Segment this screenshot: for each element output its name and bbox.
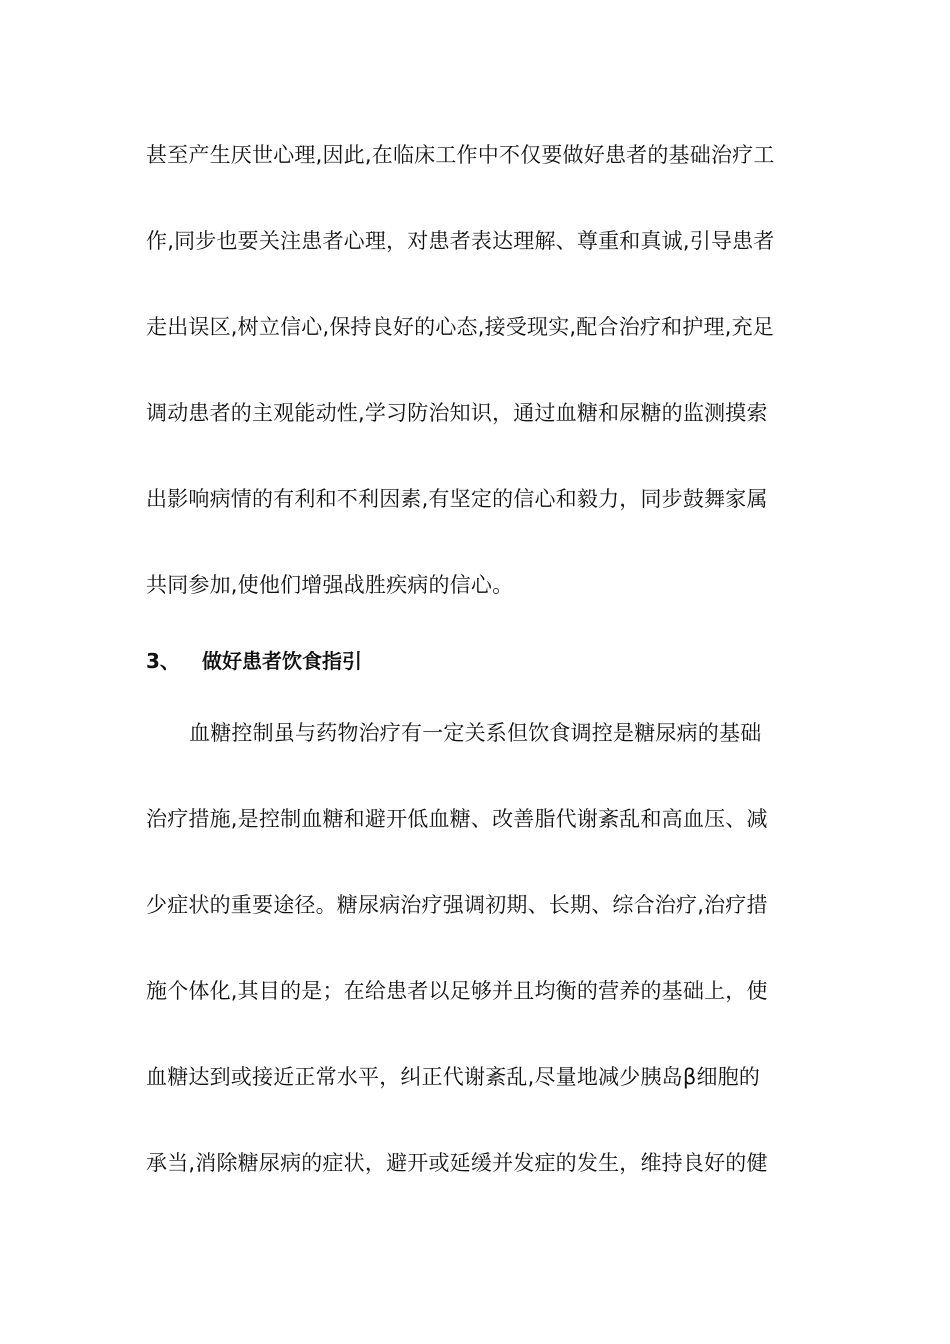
section-heading: [146, 646, 362, 676]
paragraph-line: 承当,消除糖尿病的症状，避开或延缓并发症的发生，维持良好的健: [146, 1151, 768, 1175]
paragraph-line: 作,同步也要关注患者心理，对患者表达理解、尊重和真诚,引导患者: [146, 229, 775, 253]
paragraph-line: 走出误区,树立信心,保持良好的心态,接受现实,配合治疗和护理,充足: [146, 315, 774, 339]
paragraph-line: 施个体化,其目的是；在给患者以足够并且均衡的营养的基础上，使: [146, 979, 768, 1003]
paragraph-line: 血糖控制虽与药物治疗有一定关系但饮食调控是糖尿病的基础: [189, 721, 762, 745]
paragraph-line: 出影响病情的有利和不利因素,有坚定的信心和毅力，同步鼓舞家属: [146, 487, 768, 511]
section-title: 做好患者饮食指引: [202, 649, 362, 673]
paragraph-line: 甚至产生厌世心理,因此,在临床工作中不仅要做好患者的基础治疗工: [146, 143, 775, 167]
paragraph-line: 共同参加,使他们增强战胜疾病的信心。: [146, 573, 514, 597]
paragraph-line: 治疗措施,是控制血糖和避开低血糖、改善脂代谢紊乱和高血压、减: [146, 807, 768, 831]
paragraph-line: 少症状的重要途径。糖尿病治疗强调初期、长期、综合治疗,治疗措: [146, 893, 768, 917]
paragraph-line: 调动患者的主观能动性,学习防治知识，通过血糖和尿糖的监测摸索: [146, 401, 768, 425]
paragraph-line: 血糖达到或接近正常水平，纠正代谢紊乱,尽量地减少胰岛β细胞的: [146, 1065, 761, 1089]
section-number: 3、: [146, 649, 180, 673]
